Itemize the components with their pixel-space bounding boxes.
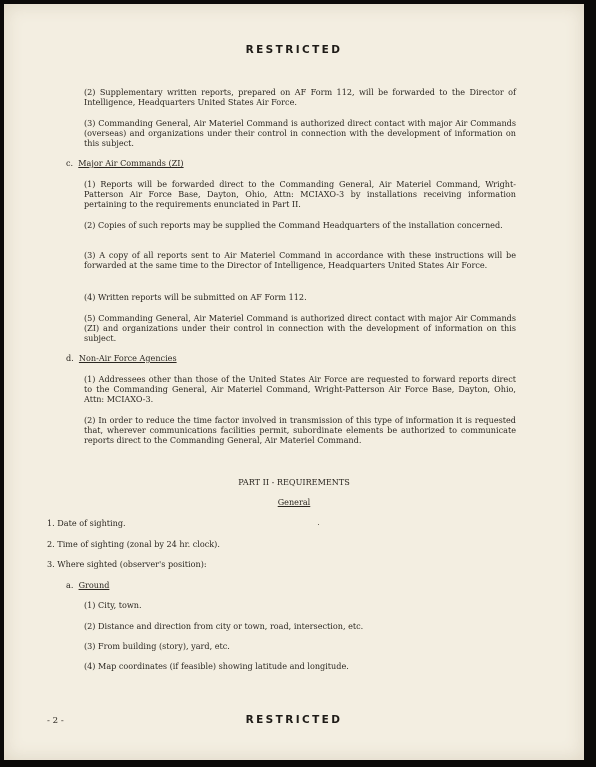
paragraph-d2: (2) In order to reduce the time factor involved in transmission of this type of information it is requested that, wherever communications facilities permit, subordinate elements be authorized to communicate reports direct to the Commanding General, Air Materiel Command. [84,415,516,445]
section-d-title: Non-Air Force Agencies [78,353,177,363]
page-number: - 2 - [47,716,64,726]
section-d-heading [66,353,177,363]
paragraph-c2: (2) Copies of such reports may be supplied the Command Headquarters of the installation concerned. [84,220,503,230]
ground-label: Ground [78,580,110,590]
section-c-title: Major Air Commands (ZI) [78,158,184,168]
ground-item-4: (4) Map coordinates (if feasible) showing latitude and longitude. [84,661,349,671]
ground-heading [66,580,109,590]
part-ii-title: PART II - REQUIREMENTS [238,477,350,487]
paper-speck [318,524,319,525]
paragraph-c1: (1) Reports will be forwarded direct to the Commanding General, Air Materiel Command, Wright-Patterson Air Force Base, Dayton, Ohio, Attn: MCIAXO-3 by installations receiving information pertaining to the requirements enunciated in Part II. [84,179,516,209]
section-c-heading [66,158,184,168]
requirement-1: 1. Date of sighting. [47,518,126,528]
section-c-letter: c. [66,158,74,168]
ground-item-2: (2) Distance and direction from city or town, road, intersection, etc. [84,621,364,631]
paragraph-d1: (1) Addressees other than those of the United States Air Force are requested to forward reports direct to the Commanding General, Air Materiel Command, Wright-Patterson Air Force Base, Dayton, Ohio, Attn: MCIAXO-3. [84,374,516,404]
section-d-letter: d. [66,353,74,363]
classification-header: RESTRICTED [245,44,343,56]
ground-item-1: (1) City, town. [84,600,142,610]
paragraph-c4: (4) Written reports will be submitted on AF Form 112. [84,292,307,302]
ground-letter: a. [66,580,74,590]
requirement-3: 3. Where sighted (observer's position): [47,559,207,569]
paragraph-c3: (3) A copy of all reports sent to Air Materiel Command in accordance with these instructions will be forwarded at the same time to the Director of Intelligence, Headquarters United States Air Force. [84,250,516,270]
paragraph-c5: (5) Commanding General, Air Materiel Command is authorized direct contact with major Air Commands (ZI) and organizations under their control in connection with the development of information on this subject. [84,313,516,343]
classification-footer: RESTRICTED [245,714,343,726]
paragraph-b3: (3) Commanding General, Air Materiel Command is authorized direct contact with major Air Commands (overseas) and organizations under their control in connection with the development of information on this subject. [84,118,516,148]
requirement-2: 2. Time of sighting (zonal by 24 hr. clock). [47,539,220,549]
paragraph-b2: (2) Supplementary written reports, prepared on AF Form 112, will be forwarded to the Director of Intelligence, Headquarters United States Air Force. [84,87,516,107]
ground-item-3: (3) From building (story), yard, etc. [84,641,230,651]
general-heading: General [277,497,311,507]
document-page [4,4,584,760]
part-ii-subtitle [4,497,584,507]
